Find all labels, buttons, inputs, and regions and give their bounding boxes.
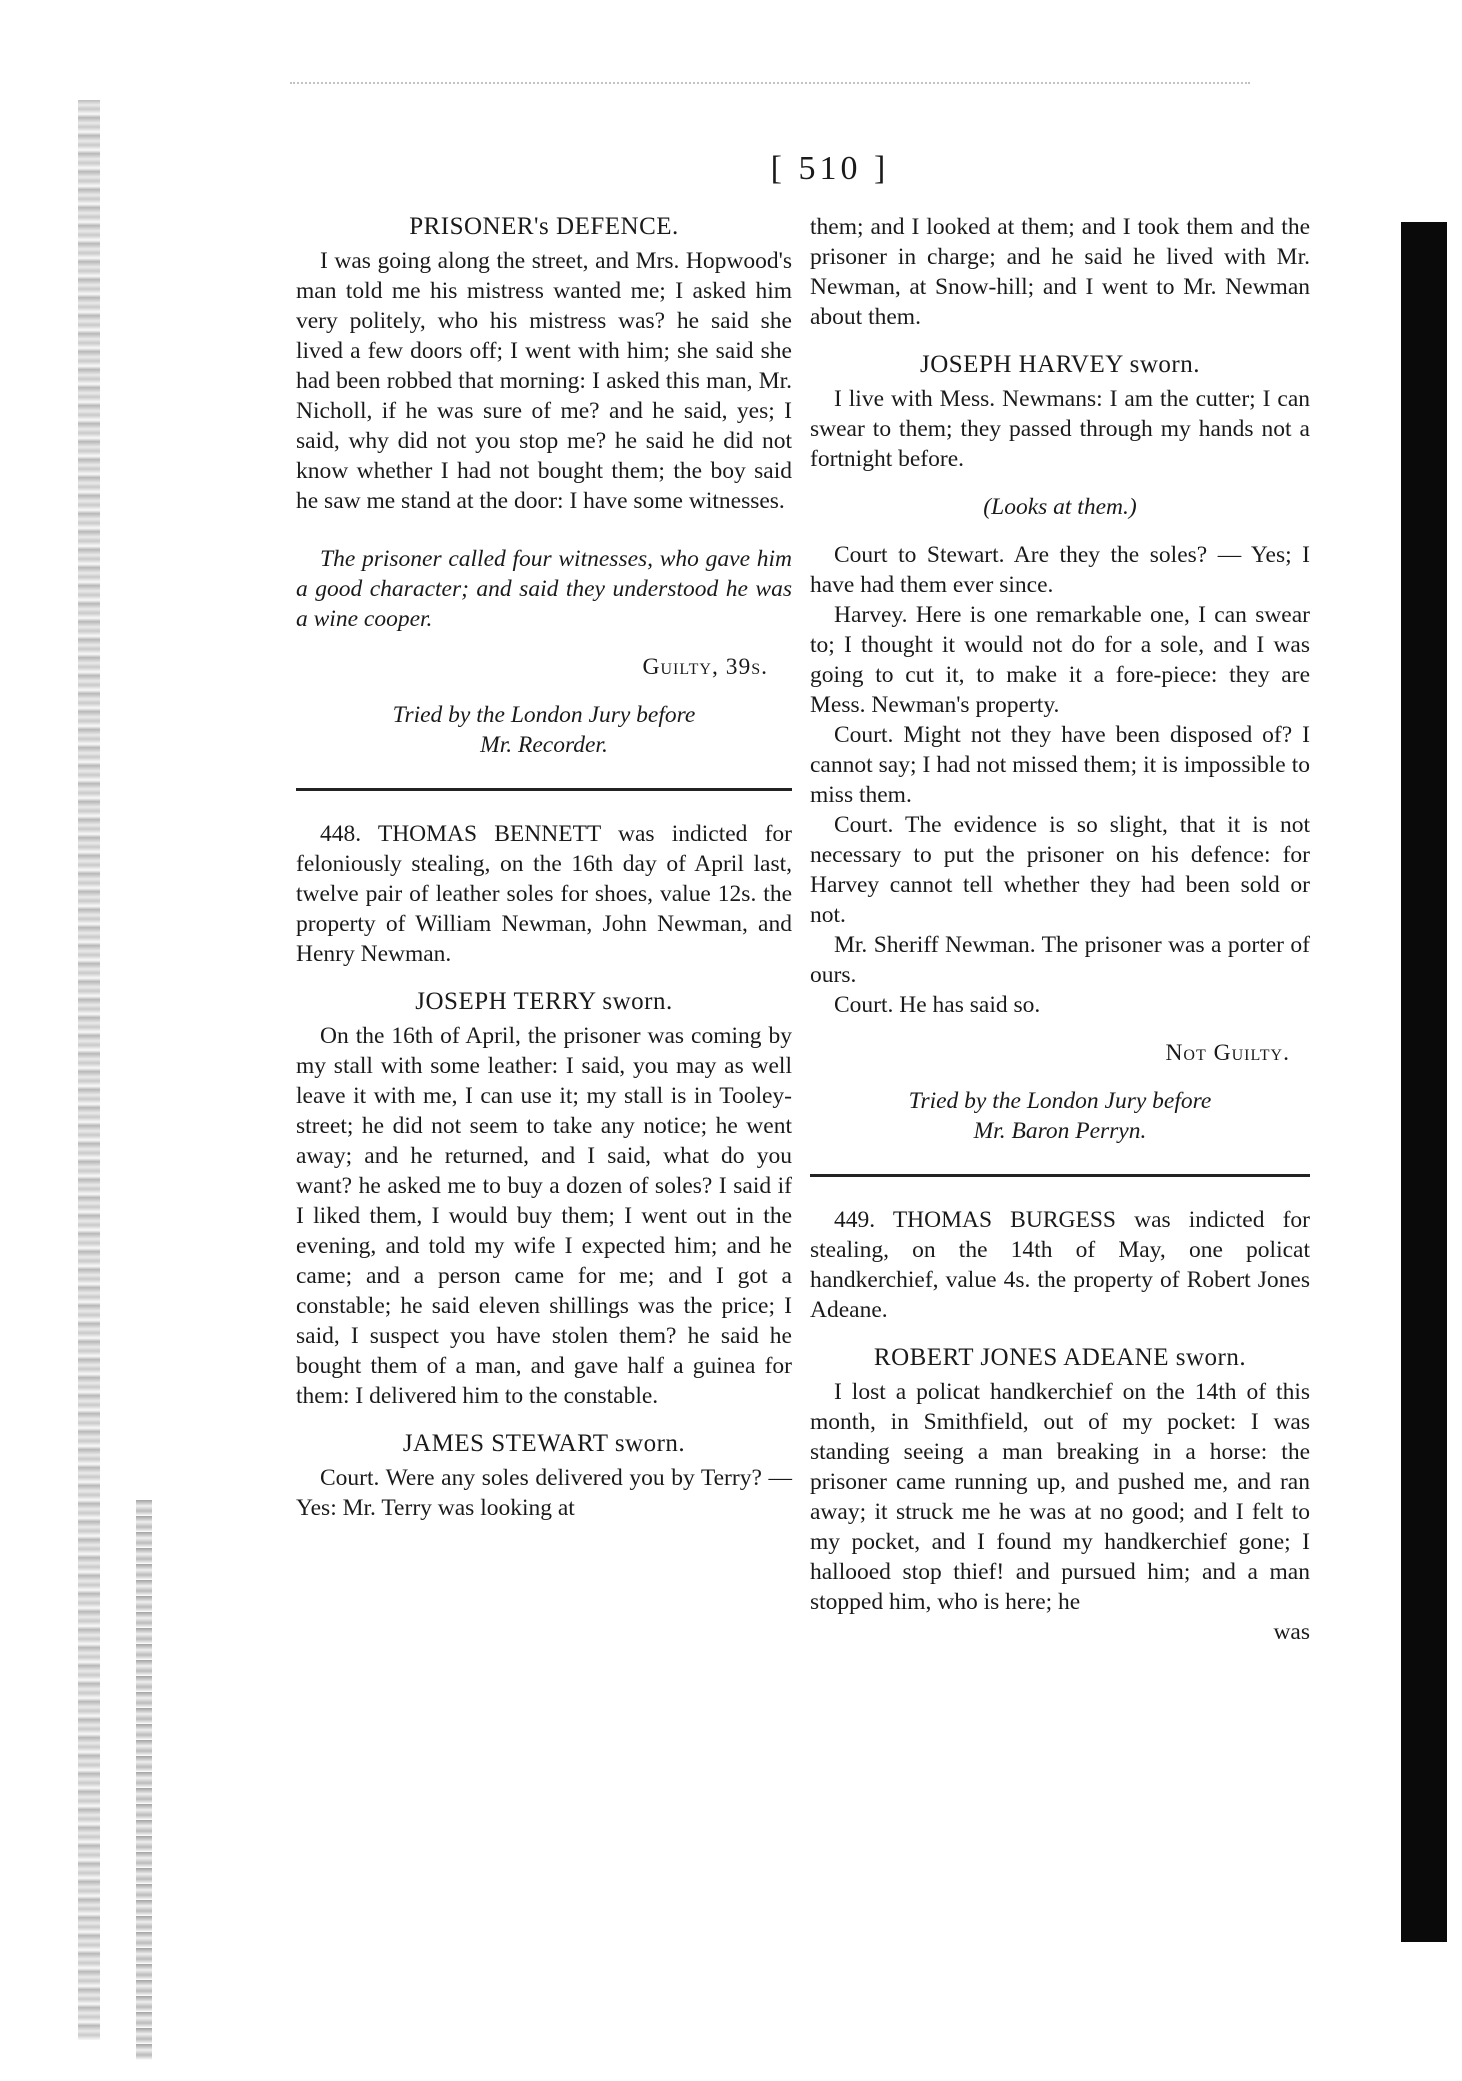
scan-edge-bar	[1401, 222, 1447, 1942]
binding-gutter-lower	[136, 1500, 152, 2060]
defence-text: I was going along the street, and Mrs. Hopwood's man told me his mistress wanted me; I asked him very politely, who his mistress was? he said she lived a few doors off; I went with him; she said she had been robbed that morning: I asked this man, Mr. Nicholl, if he was sure of me? and he said, yes; I said, why did not you stop me? he said he did not know whether I had not bought them; the boy said he saw me stand at the door: I have some witnesses.	[296, 248, 792, 514]
harvey-remarkable: Harvey. Here is one remarkable one, I can swear to; I thought it would not do for a sole, and I was going to cut it, to make it a fore-piece: they are Mess. Newman's property.	[810, 602, 1310, 718]
binding-gutter	[78, 100, 100, 2040]
verdict-guilty: Guilty, 39s.	[642, 654, 768, 680]
stewart-heading: JAMES STEWART sworn.	[402, 1430, 686, 1457]
court-to-stewart: Court to Stewart. Are they the soles? — Yes; I have had them ever since.	[810, 542, 1310, 598]
stewart-continued: them; and I looked at them; and I took them and the prisoner in charge; and he said he lived with Mr. Newman, at Snow-hill; and I went to Mr. Newman about them.	[810, 214, 1310, 330]
sheriff-newman: Mr. Sheriff Newman. The prisoner was a porter of ours.	[810, 932, 1310, 988]
witnesses-note: The prisoner called four witnesses, who gave him a good character; and said they understood he was a wine cooper.	[296, 546, 792, 632]
court-evidence: Court. The evidence is so slight, that it is not necessary to put the prisoner on his defence: for Harvey cannot tell whether they had been sold or not.	[810, 812, 1310, 928]
verdict-not-guilty: Not Guilty.	[1165, 1040, 1290, 1066]
harvey-testimony: I live with Mess. Newmans: I am the cutter; I can swear to them; they passed through my hands not a fortnight before.	[810, 386, 1310, 472]
terry-testimony: On the 16th of April, the prisoner was coming by my stall with some leather: I said, you may as well leave it with me, I can use it; my stall is in Tooley-street; he did not seem to take any notice; he went away; and he returned, and I said, what do you want? he asked me to buy a dozen of soles? I said if I liked them, I would buy them; I went out in the evening, and told my wife I expected him; and he came; and a person came for me; and I got a constable; he said eleven shillings was the price; I said, I suspect you have stolen them? he said he bought them of a man, and gave half a guinea for them: I delivered him to the constable.	[296, 1023, 792, 1409]
tried-line-1: Tried by the London Jury before	[392, 702, 696, 728]
court-said: Court. He has said so.	[834, 992, 1041, 1018]
case-448: 448. THOMAS BENNETT was indicted for feloniously stealing, on the 16th day of April last, twelve pair of leather soles for shoes, value 12s. the property of William Newman, John Newman, and Henry Newman.	[296, 821, 792, 967]
tried-line-2-right: Mr. Baron Perryn.	[973, 1118, 1147, 1144]
tried-line-2: Mr. Recorder.	[480, 732, 608, 758]
terry-heading: JOSEPH TERRY sworn.	[415, 988, 673, 1015]
looks-at-them: (Looks at them.)	[983, 494, 1137, 520]
defence-heading: PRISONER's DEFENCE.	[409, 213, 679, 240]
stewart-testimony: Court. Were any soles delivered you by Terry? — Yes: Mr. Terry was looking at	[296, 1465, 792, 1521]
page-number: [ 510 ]	[770, 150, 890, 187]
case-449: 449. THOMAS BURGESS was indicted for stealing, on the 14th of May, one policat handkerchief, value 4s. the property of Robert Jones Adeane.	[810, 1207, 1310, 1323]
adeane-heading: ROBERT JONES ADEANE sworn.	[873, 1344, 1247, 1371]
catchword: was	[1273, 1619, 1310, 1645]
right-column	[810, 212, 1310, 1647]
left-column	[296, 212, 792, 1523]
harvey-heading: JOSEPH HARVEY sworn.	[919, 351, 1200, 378]
court-question: Court. Might not they have been disposed of? I cannot say; I had not missed them; it is impossible to miss them.	[810, 722, 1310, 808]
adeane-testimony: I lost a policat handkerchief on the 14th of this month, in Smithfield, out of my pocket: I was standing seeing a man breaking in a horse: the prisoner came running up, and pushed me, and ran away; it struck me he was at no good; and I felt to my pocket, and I found my handkerchief gone; I hallooed stop thief! and pursued him; and a man stopped him, who is here; he	[810, 1379, 1310, 1615]
scan-artifact-top	[290, 82, 1250, 94]
tried-line-1-right: Tried by the London Jury before	[908, 1088, 1212, 1114]
